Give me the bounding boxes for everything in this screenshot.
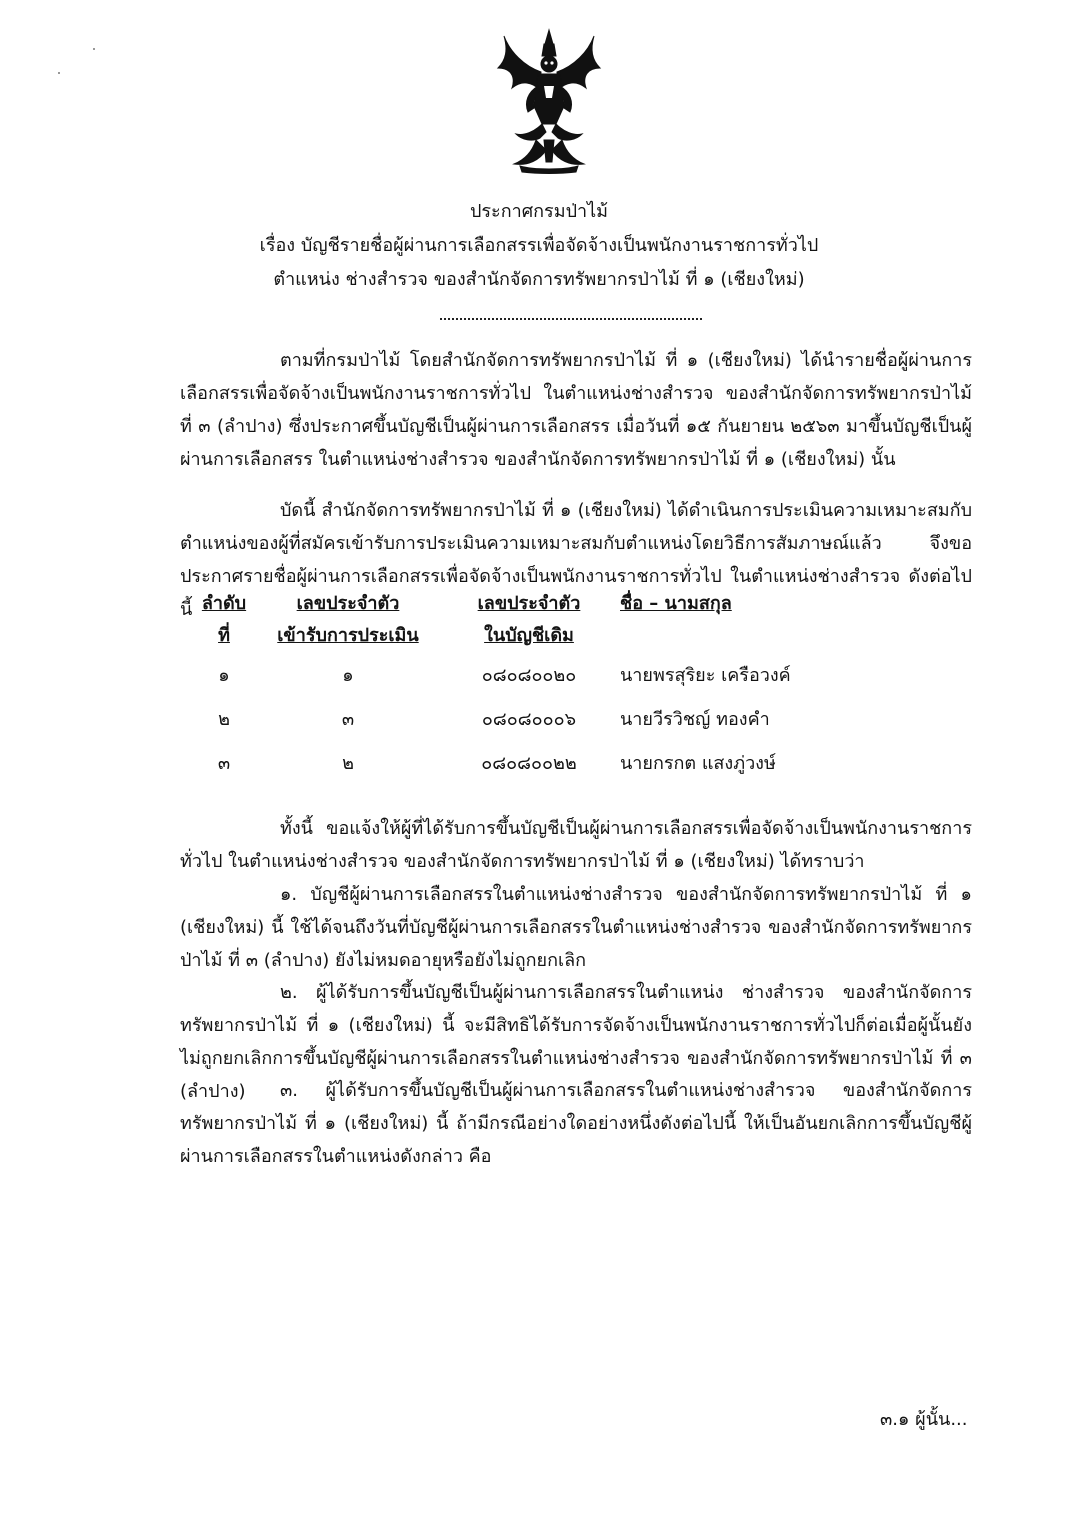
continuation-note: ๓.๑ ผู้นั้น... (880, 1409, 968, 1430)
row-3-old-id: ๐๘๐๘๐๐๒๒ (481, 753, 577, 774)
row-2-name: นายวีรวิชญ์ ทองคำ (620, 709, 770, 730)
row-1-order: ๑ (218, 665, 230, 686)
paragraph-intro (180, 344, 972, 476)
header-exam-id: เลขประจำตัว (296, 593, 400, 614)
paragraph-announce-text: บัดนี้ สำนักจัดการทรัพยากรป่าไม้ ที่ ๑ (เชียงใหม่) ได้ดำเนินการประเมินความเหมาะสมกับตำแหน่งของผู้ที่สมัครเข้ารับการประเมินความเหมาะสมกับตำแหน่งโดยวิธีการสัมภาษณ์แล้ว จึงขอประกาศรายชื่อผู้ผ่านการเลือกสรรเพื่อจัดจ้างเป็นพนักงานราชการทั่วไป ในตำแหน่งช่างสำรวจ ดังต่อไปนี้ (180, 500, 972, 620)
clause-2-text: ๒. ผู้ได้รับการขึ้นบัญชีเป็นผู้ผ่านการเลือกสรรในตำแหน่ง ช่างสำรวจ ของสำนักจัดการทรัพยากรป่าไม้ ที่ ๑ (เชียงใหม่) นี้ จะมีสิทธิได้รับการจัดจ้างเป็นพนักงานราชการทั่วไปก็ต่อเมื่อผู้นั้นยังไม่ถูกยกเลิกการขึ้นบัญชีผู้ผ่านการเลือกสรรในตำแหน่งช่างสำรวจ ของสำนักจัดการทรัพยากรป่าไม้ ที่ ๓ (ลำปาง) (180, 982, 972, 1102)
row-3-exam-id: ๒ (342, 753, 354, 774)
announcement-position: ตำแหน่ง ช่างสำรวจ ของสำนักจัดการทรัพยากรป่าไม้ ที่ ๑ (เชียงใหม่) (273, 269, 805, 290)
announcement-title: ประกาศกรมป่าไม้ (469, 201, 609, 222)
paragraph-intro-text: ตามที่กรมป่าไม้ โดยสำนักจัดการทรัพยากรป่าไม้ ที่ ๑ (เชียงใหม่) ได้นำรายชื่อผู้ผ่านการเลือกสรรเพื่อจัดจ้างเป็นพนักงานราชการทั่วไป ในตำแหน่งช่างสำรวจ ของสำนักจัดการทรัพยากรป่าไม้ ที่ ๓ (ลำปาง) ซึ่งประกาศขึ้นบัญชีเป็นผู้ผ่านการเลือกสรร เมื่อวันที่ ๑๕ กันยายน ๒๕๖๓ มาขึ้นบัญชีเป็นผู้ผ่านการเลือกสรร ในตำแหน่งช่างสำรวจ ของสำนักจัดการทรัพยากรป่าไม้ ที่ ๑ (เชียงใหม่) นั้น (180, 350, 972, 470)
clause-1 (180, 878, 972, 977)
header-old-id-2: ในบัญชีเดิม (484, 625, 574, 646)
row-1-exam-id: ๑ (342, 665, 354, 686)
garuda-emblem-icon (494, 28, 604, 174)
header-old-id: เลขประจำตัว (477, 593, 581, 614)
row-2-old-id: ๐๘๐๘๐๐๐๖ (481, 709, 577, 730)
announcement-subject: เรื่อง บัญชีรายชื่อผู้ผ่านการเลือกสรรเพื่อจัดจ้างเป็นพนักงานราชการทั่วไป (259, 235, 819, 256)
scan-speck (93, 48, 95, 50)
row-1-name: นายพรสุริยะ เครือวงค์ (620, 665, 791, 686)
clause-3-text: ๓. ผู้ได้รับการขึ้นบัญชีเป็นผู้ผ่านการเลือกสรรในตำแหน่งช่างสำรวจ ของสำนักจัดการทรัพยากรป่าไม้ ที่ ๑ (เชียงใหม่) นี้ ถ้ามีกรณีอย่างใดอย่างหนึ่งดังต่อไปนี้ ให้เป็นอันยกเลิกการขึ้นบัญชีผู้ผ่านการเลือกสรรในตำแหน่งดังกล่าว คือ (180, 1080, 972, 1167)
row-3-name: นายกรกต แสงภู่วงษ์ (620, 753, 776, 774)
header-name: ชื่อ – นามสกุล (620, 593, 732, 614)
header-order: ลำดับ (201, 593, 247, 614)
row-2-order: ๒ (218, 709, 230, 730)
clause-1-text: ๑. บัญชีผู้ผ่านการเลือกสรรในตำแหน่งช่างสำรวจ ของสำนักจัดการทรัพยากรป่าไม้ ที่ ๑ (เชียงใหม่) นี้ ใช้ได้จนถึงวันที่บัญชีผู้ผ่านการเลือกสรรในตำแหน่งช่างสำรวจ ของสำนักจัดการทรัพยากรป่าไม้ ที่ ๓ (ลำปาง) ยังไม่หมดอายุหรือยังไม่ถูกยกเลิก (180, 884, 972, 971)
header-order-2: ที่ (218, 625, 230, 646)
paragraph-notice (180, 812, 972, 878)
scan-speck (58, 72, 60, 74)
row-3-order: ๓ (217, 753, 231, 774)
paragraph-notice-text: ทั้งนี้ ขอแจ้งให้ผู้ที่ได้รับการขึ้นบัญชีเป็นผู้ผ่านการเลือกสรรเพื่อจัดจ้างเป็นพนักงานราชการทั่วไป ในตำแหน่งช่างสำรวจ ของสำนักจัดการทรัพยากรป่าไม้ ที่ ๑ (เชียงใหม่) ได้ทราบว่า (180, 818, 972, 872)
row-2-exam-id: ๓ (341, 709, 355, 730)
candidate-table (180, 592, 972, 782)
clause-3 (180, 1074, 972, 1173)
header-exam-id-2: เข้ารับการประเมิน (277, 625, 419, 646)
row-1-old-id: ๐๘๐๘๐๐๒๐ (481, 665, 577, 686)
dotted-divider (440, 318, 702, 320)
